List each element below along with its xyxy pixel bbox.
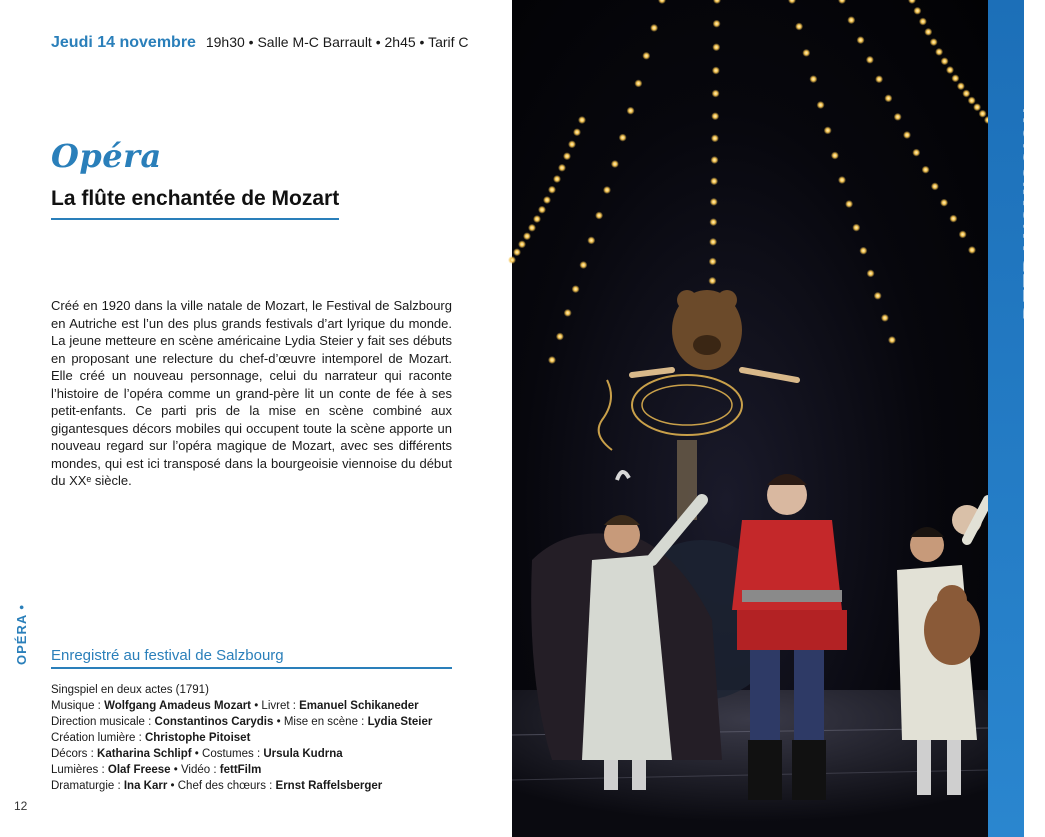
stage-light bbox=[959, 230, 967, 238]
stage-light bbox=[894, 113, 902, 121]
stage-light bbox=[919, 18, 927, 26]
event-date: Jeudi 14 novembre bbox=[51, 34, 196, 51]
stage-light bbox=[578, 116, 586, 124]
stage-light bbox=[513, 248, 521, 256]
stage-light bbox=[824, 126, 832, 134]
stage-light bbox=[564, 309, 572, 317]
left-page bbox=[0, 0, 512, 837]
stage-light bbox=[946, 66, 954, 74]
stage-light bbox=[940, 199, 948, 207]
stage-light bbox=[548, 356, 556, 364]
stage-light bbox=[558, 164, 566, 172]
light-strings bbox=[508, 0, 992, 364]
stage-light bbox=[523, 232, 531, 240]
stage-light bbox=[857, 36, 865, 44]
stage-light bbox=[556, 333, 564, 341]
stage-light bbox=[518, 240, 526, 248]
stage-light bbox=[809, 75, 817, 83]
title-underline bbox=[51, 218, 339, 220]
stage-light bbox=[847, 16, 855, 24]
stage-light bbox=[528, 224, 536, 232]
stage-light bbox=[968, 97, 976, 105]
stage-light bbox=[573, 128, 581, 136]
stage-light bbox=[845, 200, 853, 208]
stage-light bbox=[711, 134, 719, 142]
stage-light bbox=[712, 90, 720, 98]
woman-figure bbox=[952, 500, 988, 540]
stage-light bbox=[931, 182, 939, 190]
credits-block bbox=[51, 682, 432, 794]
stage-light bbox=[553, 175, 561, 183]
stage-light bbox=[712, 43, 720, 51]
credits-direction: Direction musicale : Constantinos Carydis • Mise en scène : Lydia Steier bbox=[51, 716, 433, 728]
side-category-label: OPÉRA • bbox=[14, 604, 29, 665]
stage-light bbox=[642, 52, 650, 60]
stage-light bbox=[711, 112, 719, 120]
credits-lighting-creation: Création lumière : Christophe Pitoiset bbox=[51, 732, 251, 744]
stage-light bbox=[903, 131, 911, 139]
stage-light bbox=[924, 28, 932, 36]
credits-sets: Décors : Katharina Schlipf • Costumes : Ursula Kudrna bbox=[51, 748, 343, 760]
stage-light bbox=[634, 79, 642, 87]
stage-light bbox=[587, 236, 595, 244]
stage-light bbox=[962, 90, 970, 98]
stage-light bbox=[709, 238, 717, 246]
stage-light bbox=[712, 67, 720, 75]
stage-light bbox=[538, 206, 546, 214]
credits-genre: Singspiel en deux actes (1791) bbox=[51, 684, 209, 696]
stage-photo bbox=[512, 0, 988, 837]
stage-light bbox=[595, 212, 603, 220]
stage-light bbox=[874, 292, 882, 300]
stage-light bbox=[795, 23, 803, 31]
stage-light bbox=[568, 140, 576, 148]
stage-light bbox=[884, 94, 892, 102]
recorded-underline bbox=[51, 667, 452, 669]
stage-light bbox=[866, 56, 874, 64]
stage-light bbox=[941, 57, 949, 65]
stage-light bbox=[852, 224, 860, 232]
stage-light bbox=[888, 336, 896, 344]
stage-illustration bbox=[512, 0, 988, 837]
stage-light bbox=[709, 258, 717, 266]
stage-light bbox=[611, 160, 619, 168]
stage-light bbox=[979, 110, 987, 118]
stage-light bbox=[838, 0, 846, 4]
stage-light bbox=[817, 101, 825, 109]
stage-light bbox=[508, 256, 516, 264]
stage-light bbox=[543, 196, 551, 204]
stage-light bbox=[710, 177, 718, 185]
credits-lights: Lumières : Olaf Freese • Vidéo : fettFilm bbox=[51, 764, 262, 776]
stage-light bbox=[881, 314, 889, 322]
stage-light bbox=[930, 38, 938, 46]
stage-light bbox=[838, 176, 846, 184]
banner-label: RETRANSMISSION bbox=[1019, 106, 1044, 320]
stage-light bbox=[533, 215, 541, 223]
event-header bbox=[51, 34, 469, 52]
stage-light bbox=[957, 82, 965, 90]
stage-light bbox=[708, 277, 716, 285]
page-number: 12 bbox=[14, 799, 28, 813]
category-title: Opéra bbox=[51, 137, 162, 175]
stage-light bbox=[709, 218, 717, 226]
stage-light bbox=[968, 246, 976, 254]
stage-light bbox=[711, 156, 719, 164]
stage-light bbox=[572, 285, 580, 293]
description-text: Créé en 1920 dans la ville natale de Mozart, le Festival de Salzbourg en Autriche est l’un des plus grands festivals d’art lyrique du monde. La jeune metteure en scène américaine Lydia Steier y fait ses débuts en proposant une relecture du chef-d’œuvre intemporel de Mozart. Elle créé un nouveau personnage, celui du narrateur qui raconte l’histoire de l’opéra comme un grand-père lit un conte de fée à ses petit-enfants. Ce parti pris de la mise en scène combiné aux gigantesques décors mobiles qui occupent toute la scène apporte un nouveau regard sur l’opéra magique de Mozart, avec ses différents mondes, qui est ici transposé dans la bourgeoisie viennoise du début du XXᵉ siècle. bbox=[51, 298, 452, 488]
bear-figure bbox=[599, 290, 797, 520]
stage-light bbox=[788, 0, 796, 4]
stage-light bbox=[713, 20, 721, 28]
stage-light bbox=[949, 215, 957, 223]
stage-light bbox=[627, 107, 635, 115]
credits-music: Musique : Wolfgang Amadeus Mozart • Livret : Emanuel Schikaneder bbox=[51, 700, 419, 712]
stage-light bbox=[908, 0, 916, 4]
stage-light bbox=[951, 74, 959, 82]
stage-light bbox=[912, 149, 920, 157]
stage-light bbox=[802, 49, 810, 57]
stage-light bbox=[710, 198, 718, 206]
stage-light bbox=[867, 269, 875, 277]
stage-light bbox=[619, 134, 627, 142]
stage-light bbox=[563, 152, 571, 160]
stage-light bbox=[650, 24, 658, 32]
credits-dramaturgy: Dramaturgie : Ina Karr • Chef des chœurs : Ernst Raffelsberger bbox=[51, 780, 383, 792]
event-info: 19h30 • Salle M-C Barrault • 2h45 • Tarif C bbox=[205, 34, 469, 50]
stage-light bbox=[859, 247, 867, 255]
stage-light bbox=[713, 0, 721, 4]
stage-light bbox=[548, 186, 556, 194]
stage-light bbox=[658, 0, 666, 4]
stage-light bbox=[579, 261, 587, 269]
stage-light bbox=[831, 152, 839, 160]
stage-light bbox=[973, 103, 981, 111]
stage-light bbox=[922, 166, 930, 174]
recorded-subtitle: Enregistré au festival de Salzbourg bbox=[51, 647, 284, 664]
show-title: La flûte enchantée de Mozart bbox=[51, 187, 340, 210]
stage-light bbox=[913, 7, 921, 15]
stage-light bbox=[875, 75, 883, 83]
stage-light bbox=[603, 186, 611, 194]
stage-light bbox=[935, 48, 943, 56]
